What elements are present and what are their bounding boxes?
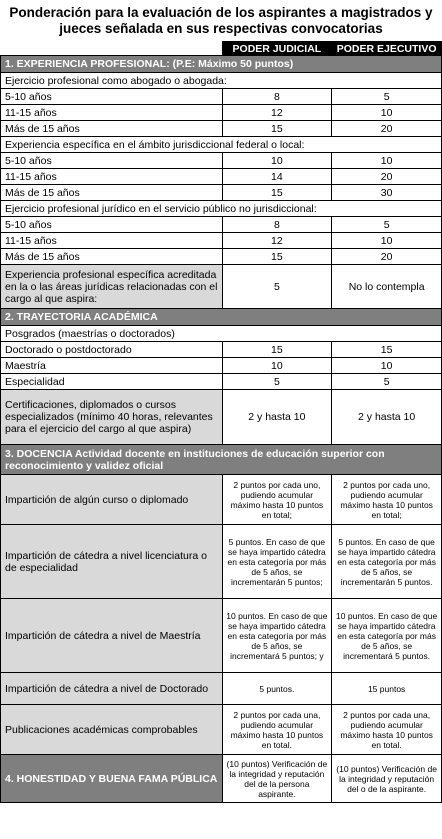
row-label: 11-15 años [1,169,223,185]
table-row [1,185,442,201]
section-title: 1. EXPERIENCIA PROFESIONAL: (P.E: Máximo 50 puntos) [1,56,442,73]
cell-judicial: 10 [222,153,332,169]
cell-judicial: (10 puntos) Verificación de la integridad y reputación del de la persona aspirante. [222,755,332,803]
page-title: Ponderación para la evaluación de los aspirantes a magistrados y jueces señalada en sus respectivas convocatorias [9,4,433,36]
row-label: Maestría [1,358,223,374]
table-row [1,525,442,599]
cell-judicial: 8 [222,89,332,105]
table-row [1,475,442,525]
cell-judicial: 2 y hasta 10 [222,390,332,445]
row-label: Más de 15 años [1,121,223,137]
subsection-row [1,201,442,217]
row-label: 11-15 años [1,105,223,121]
cell-ejecutivo: 10 [332,105,442,121]
row-label: Publicaciones académicas comprobables [1,705,223,755]
cell-judicial: 15 [222,121,332,137]
header-poder-ejecutivo: PODER EJECUTIVO [332,42,442,56]
row-label: Más de 15 años [1,249,223,265]
table-row [1,342,442,358]
table-row [1,705,442,755]
row-label: Experiencia profesional específica acreditada en la o las áreas jurídicas relacionadas con el cargo al que aspira: [1,265,223,309]
row-label: Más de 15 años [1,185,223,201]
ponderacion-table [0,41,442,803]
cell-judicial: 15 [222,185,332,201]
cell-ejecutivo: 15 puntos [332,673,442,705]
section-header [1,309,442,326]
row-label: 5-10 años [1,153,223,169]
cell-judicial: 10 [222,358,332,374]
section-title: 4. HONESTIDAD Y BUENA FAMA PÚBLICA [1,755,223,803]
header-blank [1,42,223,56]
table-row [1,599,442,673]
table-row [1,390,442,445]
row-label: 5-10 años [1,89,223,105]
table-row [1,153,442,169]
cell-ejecutivo: 5 [332,89,442,105]
table-row [1,89,442,105]
section-title: 3. DOCENCIA Actividad docente en instituciones de educación superior con reconocimiento y validez oficial [1,445,442,475]
row-label: Especialidad [1,374,223,390]
cell-ejecutivo: 20 [332,169,442,185]
subsection-label: Posgrados (maestrías o doctorados) [1,326,442,342]
table-row [1,169,442,185]
cell-ejecutivo: No lo contempla [332,265,442,309]
cell-ejecutivo: 20 [332,121,442,137]
cell-judicial: 5 puntos. En caso de que se haya impartido cátedra en esta categoría por más de 5 años, se incrementarán 5 puntos; [222,525,332,599]
table-row [1,105,442,121]
cell-ejecutivo: 5 [332,217,442,233]
cell-ejecutivo: 10 [332,153,442,169]
row-label: Impartición de algún curso o diplomado [1,475,223,525]
table-row [1,265,442,309]
cell-judicial: 2 puntos por cada uno, pudiendo acumular máximo hasta 10 puntos en total; [222,475,332,525]
table-row [1,358,442,374]
table-row [1,217,442,233]
section-header [1,445,442,475]
subsection-label: Experiencia específica en el ámbito jurisdiccional federal o local: [1,137,442,153]
row-label: Impartición de cátedra a nivel de Maestría [1,599,223,673]
cell-judicial: 8 [222,217,332,233]
row-label: Doctorado o postdoctorado [1,342,223,358]
cell-ejecutivo: 15 [332,342,442,358]
row-label: Impartición de cátedra a nivel de Doctorado [1,673,223,705]
cell-judicial: 15 [222,249,332,265]
cell-judicial: 12 [222,233,332,249]
table-row [1,374,442,390]
cell-judicial: 5 [222,265,332,309]
cell-judicial: 5 [222,374,332,390]
cell-judicial: 12 [222,105,332,121]
row-label: Certificaciones, diplomados o cursos especializados (mínimo 40 horas, relevantes para el ejercicio del cargo al que aspira) [1,390,223,445]
row-label: Impartición de cátedra a nivel licenciatura o de especialidad [1,525,223,599]
table-row [1,233,442,249]
cell-ejecutivo: (10 puntos) Verificación de la integridad y reputación del o de la aspirante. [332,755,442,803]
cell-ejecutivo: 2 puntos por cada una, pudiendo acumular máximo hasta 10 puntos en total. [332,705,442,755]
cell-ejecutivo: 5 puntos. En caso de que se haya impartido cátedra en esta categoría por más de 5 años, se incrementarán 5 puntos. [332,525,442,599]
cell-ejecutivo: 20 [332,249,442,265]
subsection-row [1,326,442,342]
subsection-label: Ejercicio profesional jurídico en el servicio público no jurisdiccional: [1,201,442,217]
column-header-row [1,42,442,56]
section-header [1,56,442,73]
cell-ejecutivo: 10 [332,358,442,374]
cell-judicial: 2 puntos por cada una, pudiendo acumular máximo hasta 10 puntos en total. [222,705,332,755]
table-row [1,249,442,265]
subsection-row [1,137,442,153]
cell-ejecutivo: 10 puntos. En caso de que se haya impartido cátedra en esta categoría por más de 5 años, se incrementará 5 puntos. [332,599,442,673]
cell-judicial: 15 [222,342,332,358]
table-row [1,121,442,137]
table-row [1,673,442,705]
cell-ejecutivo: 2 y hasta 10 [332,390,442,445]
table-row [1,755,442,803]
subsection-row [1,73,442,89]
cell-ejecutivo: 10 [332,233,442,249]
cell-ejecutivo: 5 [332,374,442,390]
subsection-label: Ejercicio profesional como abogado o abogada: [1,73,442,89]
cell-judicial: 10 puntos. En caso de que se haya impartido cátedra en esta categoría por más de 5 años, se incrementará 5 puntos; y [222,599,332,673]
header-poder-judicial: PODER JUDICIAL [222,42,332,56]
section-title: 2. TRAYECTORIA ACADÉMICA [1,309,442,326]
cell-ejecutivo: 30 [332,185,442,201]
row-label: 11-15 años [1,233,223,249]
cell-ejecutivo: 2 puntos por cada uno, pudiendo acumular máximo hasta 10 puntos en total; [332,475,442,525]
cell-judicial: 5 puntos. [222,673,332,705]
cell-judicial: 14 [222,169,332,185]
row-label: 5-10 años [1,217,223,233]
